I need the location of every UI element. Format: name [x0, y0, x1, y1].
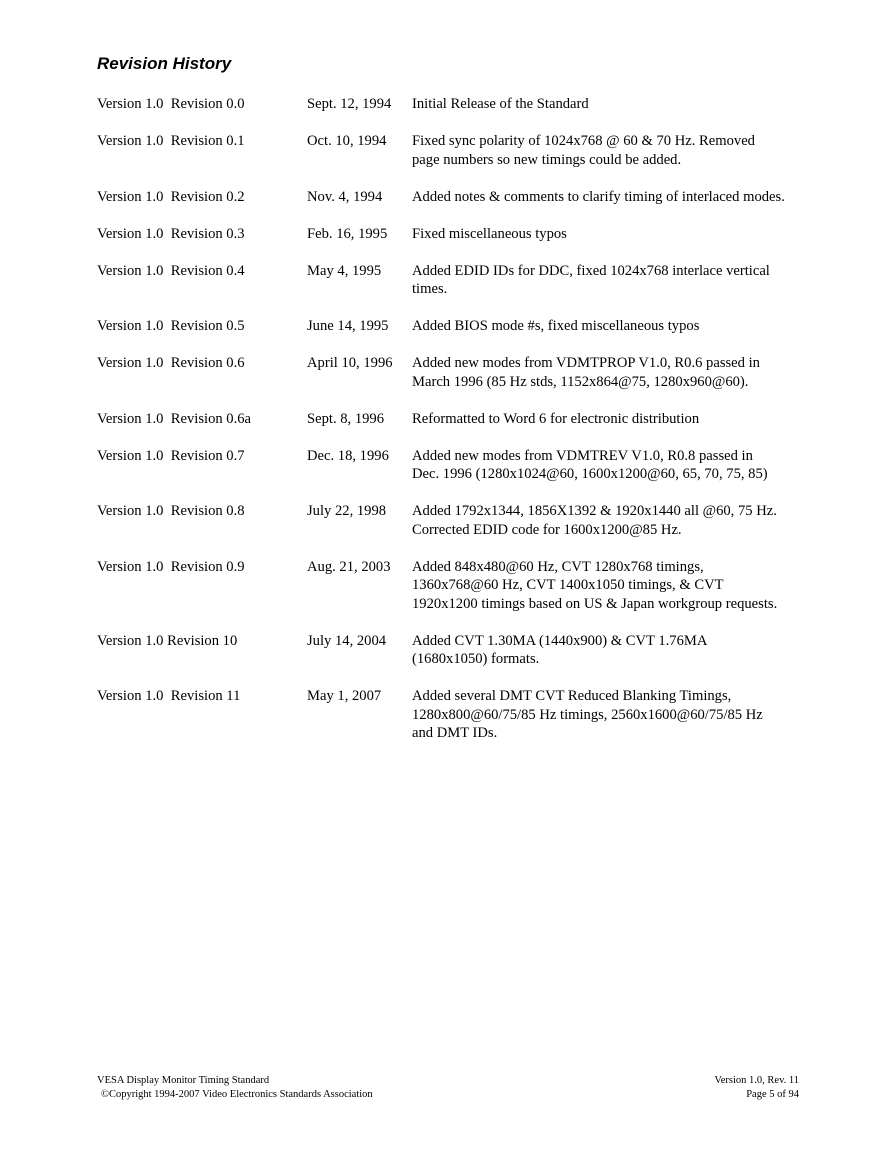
revision-description-line: and DMT IDs.	[412, 725, 498, 741]
revision-description-line: Added 1792x1344, 1856X1392 & 1920x1440 all @60, 75 Hz.	[412, 503, 777, 519]
revision-date: Dec. 18, 1996	[307, 447, 389, 464]
revision-version: Version 1.0 Revision 0.7	[97, 447, 245, 464]
revision-date: Sept. 12, 1994	[307, 96, 392, 112]
revision-version: Version 1.0 Revision 0.1	[97, 133, 245, 149]
revision-description	[412, 502, 832, 539]
revision-description	[412, 225, 832, 244]
revision-description-line: 1920x1200 timings based on US & Japan workgroup requests.	[412, 595, 778, 612]
revision-description-line: Added 848x480@60 Hz, CVT 1280x768 timings,	[412, 558, 704, 575]
revision-description	[412, 95, 832, 114]
revision-date: April 10, 1996	[307, 355, 393, 371]
revision-version: Version 1.0 Revision 0.2	[97, 188, 245, 205]
revision-version: Version 1.0 Revision 0.4	[97, 262, 245, 279]
revision-version: Version 1.0 Revision 0.8	[97, 503, 245, 519]
revision-description	[412, 188, 832, 207]
revision-description	[412, 262, 832, 299]
footer-document-title: VESA Display Monitor Timing Standard	[97, 1075, 270, 1086]
revision-description-line: (1680x1050) formats.	[412, 651, 540, 667]
revision-description-line: Added several DMT CVT Reduced Blanking Timings,	[412, 688, 732, 704]
footer-left	[97, 1074, 373, 1102]
revision-date: Oct. 10, 1994	[307, 133, 387, 149]
revision-description-line: Added new modes from VDMTREV V1.0, R0.8 passed in	[412, 447, 753, 464]
revision-description-line: Added new modes from VDMTPROP V1.0, R0.6 passed in	[412, 355, 760, 371]
revision-version: Version 1.0 Revision 0.0	[97, 96, 245, 112]
page-heading: Revision History	[97, 54, 232, 73]
revision-description	[412, 410, 832, 429]
revision-description-line: Dec. 1996 (1280x1024@60, 1600x1200@60, 65, 70, 75, 85)	[412, 466, 768, 482]
revision-version: Version 1.0 Revision 10	[97, 632, 238, 649]
revision-date: June 14, 1995	[307, 318, 389, 334]
revision-description-line: Fixed miscellaneous typos	[412, 225, 567, 242]
revision-date: Feb. 16, 1995	[307, 225, 388, 242]
revision-description-line: Added notes & comments to clarify timing of interlaced modes.	[412, 188, 785, 205]
revision-description-line: 1360x768@60 Hz, CVT 1400x1050 timings, & CVT	[412, 577, 724, 593]
revision-description	[412, 632, 832, 669]
revision-description-line: Initial Release of the Standard	[412, 96, 589, 112]
revision-version: Version 1.0 Revision 11	[97, 688, 241, 704]
revision-description	[412, 558, 832, 614]
revision-date: Aug. 21, 2003	[307, 558, 391, 575]
revision-description	[412, 447, 832, 484]
revision-version: Version 1.0 Revision 0.6	[97, 355, 245, 371]
revision-version: Version 1.0 Revision 0.5	[97, 318, 245, 334]
revision-description-line: times.	[412, 281, 448, 297]
revision-date: May 4, 1995	[307, 262, 382, 279]
revision-description-line: Fixed sync polarity of 1024x768 @ 60 & 70 Hz. Removed	[412, 133, 755, 149]
revision-version: Version 1.0 Revision 0.9	[97, 558, 245, 575]
footer-version: Version 1.0, Rev. 11	[714, 1075, 799, 1086]
revision-description	[412, 354, 832, 391]
revision-version: Version 1.0 Revision 0.3	[97, 225, 245, 242]
revision-date: May 1, 2007	[307, 688, 382, 704]
revision-description-line: March 1996 (85 Hz stds, 1152x864@75, 1280x960@60).	[412, 373, 749, 390]
revision-description	[412, 317, 832, 336]
footer-right	[714, 1074, 799, 1102]
revision-version: Version 1.0 Revision 0.6a	[97, 410, 252, 427]
revision-description-line: Added BIOS mode #s, fixed miscellaneous typos	[412, 318, 700, 334]
revision-description-line: 1280x800@60/75/85 Hz timings, 2560x1600@60/75/85 Hz	[412, 706, 763, 723]
revision-description	[412, 132, 832, 169]
revision-description-line: Corrected EDID code for 1600x1200@85 Hz.	[412, 521, 682, 538]
footer-page-number: Page 5 of 94	[746, 1089, 799, 1100]
revision-description	[412, 687, 832, 743]
footer-copyright: ©Copyright 1994-2007 Video Electronics Standards Association	[101, 1089, 373, 1100]
revision-description-line: Reformatted to Word 6 for electronic distribution	[412, 410, 700, 427]
revision-description-line: Added CVT 1.30MA (1440x900) & CVT 1.76MA	[412, 632, 708, 649]
revision-date: Nov. 4, 1994	[307, 188, 383, 205]
revision-description-line: page numbers so new timings could be added.	[412, 151, 682, 168]
revision-date: Sept. 8, 1996	[307, 410, 385, 427]
revision-description-line: Added EDID IDs for DDC, fixed 1024x768 interlace vertical	[412, 262, 770, 279]
revision-date: July 22, 1998	[307, 503, 387, 519]
revision-date: July 14, 2004	[307, 632, 387, 649]
